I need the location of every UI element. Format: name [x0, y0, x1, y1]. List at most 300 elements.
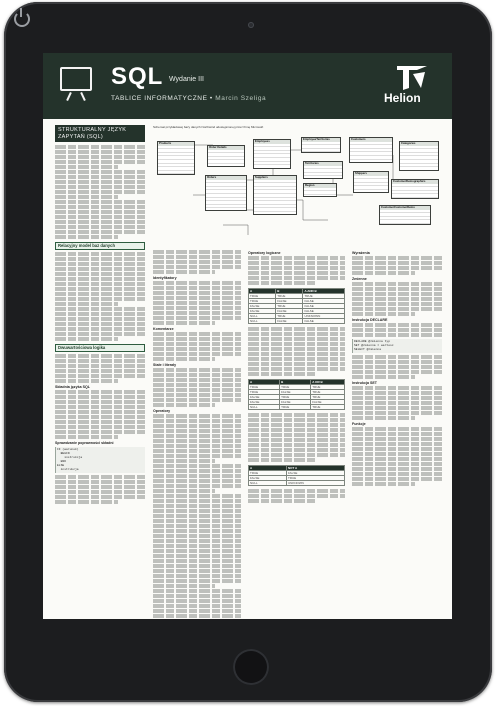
- text-line: [55, 190, 145, 194]
- text-line: [352, 287, 442, 291]
- text-line: [153, 449, 241, 453]
- db-table-field: [254, 208, 296, 212]
- db-table-name: Categories: [400, 142, 438, 146]
- text-line: [248, 342, 345, 346]
- text-line: [153, 424, 241, 428]
- text-line: [153, 454, 241, 458]
- text-line: [55, 225, 145, 229]
- text-line: [248, 433, 345, 437]
- text-line: [55, 500, 118, 504]
- text-line: [55, 160, 145, 164]
- text-line: [153, 321, 215, 325]
- text-line: [153, 260, 241, 264]
- poster-content: [43, 119, 452, 619]
- table-cell: NULL: [249, 481, 287, 486]
- text-line: [55, 302, 118, 306]
- text-line: [352, 427, 442, 431]
- text-line: [153, 529, 241, 533]
- text-line: [153, 398, 241, 402]
- series-name: TABLICE INFORMATYCZNE: [111, 95, 208, 102]
- text-line: [248, 337, 345, 341]
- text-line: [352, 307, 442, 311]
- text-line: [55, 490, 145, 494]
- table-cell: FALSE: [249, 400, 280, 405]
- db-table-field: [208, 160, 244, 164]
- text-line: [248, 372, 316, 376]
- db-table-name: Products: [158, 142, 194, 146]
- text-line: [153, 474, 241, 478]
- table-header-cell: NOT A: [286, 466, 344, 471]
- text-line: [55, 332, 145, 336]
- text-line: [55, 230, 145, 234]
- db-table: [303, 183, 337, 197]
- table-cell: TRUE: [276, 304, 303, 309]
- text-line: [55, 287, 145, 291]
- text-line: [55, 297, 145, 301]
- db-table-name: Shippers: [354, 172, 388, 176]
- text-line: [55, 369, 145, 373]
- text-line: [248, 261, 345, 265]
- subheading: Instrukcja SET: [352, 381, 377, 385]
- text-line: [153, 469, 241, 473]
- subheading: Funkcje: [352, 422, 366, 426]
- table-cell: NULL: [249, 405, 280, 410]
- db-table-field: [350, 156, 392, 160]
- text-line: [248, 362, 345, 366]
- text-line: [248, 489, 345, 493]
- db-table-field: [304, 173, 342, 177]
- table-cell: UNKNOWN: [286, 481, 344, 486]
- text-line: [153, 378, 241, 382]
- text-line: [352, 437, 442, 441]
- subheading: Komentarze: [153, 327, 174, 331]
- db-table: [391, 179, 439, 199]
- subheading: Zmienne: [352, 277, 367, 281]
- table-header-cell: B: [280, 380, 311, 385]
- text-line: [153, 403, 215, 407]
- text-line: [352, 282, 442, 286]
- text-line: [55, 170, 145, 174]
- text-line: [153, 479, 241, 483]
- text-line: [352, 292, 442, 296]
- text-line: [153, 332, 241, 336]
- table-cell: TRUE: [280, 385, 311, 390]
- text-line: [153, 499, 241, 503]
- db-table-name: CustomerCustomerDemo: [380, 206, 430, 210]
- text-line: [55, 435, 118, 439]
- edition-label: Wydanie III: [169, 76, 204, 83]
- db-table-field: [302, 149, 340, 153]
- text-line: [55, 495, 145, 499]
- text-line: [55, 155, 145, 159]
- text-line: [55, 257, 145, 261]
- text-line: [153, 544, 241, 548]
- text-line: [248, 458, 316, 462]
- db-table: [207, 145, 245, 167]
- table-cell: FALSE: [280, 390, 311, 395]
- column-1: [55, 125, 145, 505]
- db-table-field: [206, 205, 246, 209]
- table-cell: TRUE: [280, 395, 311, 400]
- text-line: [153, 564, 241, 568]
- text-line: [248, 281, 316, 285]
- table-cell: FALSE: [280, 400, 311, 405]
- chapter-title: STRUKTURALNY JĘZYK ZAPYTAŃ (SQL): [55, 125, 145, 142]
- table-cell: FALSE: [303, 304, 345, 309]
- text-line: [352, 447, 442, 451]
- text-line: [352, 386, 442, 390]
- table-cell: FALSE: [311, 400, 345, 405]
- text-line: [248, 352, 345, 356]
- subheading: Składnia języka SQL: [55, 385, 90, 389]
- table-cell: FALSE: [249, 309, 276, 314]
- text-line: [153, 574, 241, 578]
- text-line: [55, 180, 145, 184]
- text-line: [55, 390, 145, 394]
- text-line: [55, 175, 145, 179]
- text-line: [352, 355, 442, 359]
- text-line: [153, 255, 241, 259]
- text-line: [153, 549, 241, 553]
- text-line: [248, 448, 345, 452]
- table-cell: FALSE: [276, 299, 303, 304]
- table-cell: FALSE: [303, 299, 345, 304]
- text-line: [153, 559, 241, 563]
- text-line: [352, 370, 442, 374]
- text-line: [153, 444, 241, 448]
- table-cell: UNKNOWN: [303, 314, 345, 319]
- truth-table-not: [248, 465, 345, 486]
- table-header-cell: A: [249, 380, 280, 385]
- text-line: [248, 271, 345, 275]
- table-cell: FALSE: [276, 309, 303, 314]
- text-line: [248, 499, 316, 503]
- db-table-field: [380, 220, 430, 224]
- text-line: [153, 464, 241, 468]
- text-line: [153, 393, 241, 397]
- board-leg-left: [66, 92, 72, 101]
- table-cell: NULL: [249, 314, 276, 319]
- db-table: [205, 175, 247, 211]
- db-table-name: Order Details: [208, 146, 244, 150]
- text-line: [153, 342, 241, 346]
- table-header-cell: A: [249, 466, 287, 471]
- text-line: [55, 277, 145, 281]
- separator-dot: •: [209, 95, 213, 102]
- text-line: [55, 327, 145, 331]
- text-line: [352, 360, 442, 364]
- table-cell: FALSE: [249, 395, 280, 400]
- text-line: [352, 416, 415, 420]
- table-cell: TRUE: [286, 476, 344, 481]
- text-line: [153, 489, 215, 493]
- text-line: [153, 337, 241, 341]
- db-table-name: EmployeeTerritories: [302, 138, 340, 142]
- text-line: [248, 357, 345, 361]
- db-table-field: [304, 191, 336, 195]
- text-line: [248, 494, 345, 498]
- text-line: [153, 357, 215, 361]
- text-line: [352, 401, 442, 405]
- text-line: [55, 307, 145, 311]
- table-header-cell: B: [276, 289, 303, 294]
- text-line: [352, 457, 442, 461]
- table-cell: TRUE: [303, 294, 345, 299]
- helion-logo-icon: [395, 64, 429, 92]
- text-line: [352, 323, 442, 327]
- home-button[interactable]: [233, 649, 269, 685]
- text-line: [352, 365, 442, 369]
- column-3: [248, 249, 345, 504]
- author-name: Marcin Szeliga: [215, 95, 267, 102]
- text-line: [153, 306, 241, 310]
- text-line: [153, 534, 241, 538]
- diagram-caption: Schemat przykładowej bazy danych Northwind udostępnionej przez firmę Microsoft: [153, 125, 264, 129]
- text-line: [153, 270, 215, 274]
- text-line: [248, 367, 345, 371]
- text-line: [153, 291, 241, 295]
- text-line: [352, 406, 442, 410]
- text-line: [153, 388, 241, 392]
- text-line: [352, 271, 415, 275]
- db-table-field: [254, 162, 290, 166]
- text-line: [153, 514, 241, 518]
- text-line: [55, 262, 145, 266]
- table-cell: TRUE: [311, 405, 345, 410]
- cover-header: [43, 53, 452, 119]
- table-cell: TRUE: [276, 314, 303, 319]
- text-line: [55, 252, 145, 256]
- text-line: [153, 599, 241, 603]
- table-header-cell: A OR B: [311, 380, 345, 385]
- db-table-name: CustomerDemographics: [392, 180, 438, 184]
- db-table-field: [400, 164, 438, 168]
- text-line: [153, 296, 241, 300]
- text-line: [55, 145, 145, 149]
- db-table: [253, 175, 297, 215]
- power-icon-ring: [14, 11, 30, 27]
- subheading: Identyfikatory: [153, 276, 177, 280]
- subheading: Operatory logiczne: [248, 251, 281, 255]
- text-line: [55, 337, 118, 341]
- text-line: [153, 504, 241, 508]
- publisher-logo: Helion: [384, 91, 421, 105]
- section-heading: Relacyjny model baz danych: [55, 242, 145, 250]
- text-line: [55, 185, 145, 189]
- text-line: [153, 347, 241, 351]
- screen: [43, 53, 452, 619]
- table-cell: FALSE: [286, 471, 344, 476]
- text-line: [153, 383, 241, 387]
- text-line: [352, 462, 442, 466]
- text-line: [248, 413, 345, 417]
- text-line: [248, 443, 345, 447]
- text-line: [248, 423, 345, 427]
- text-line: [55, 359, 145, 363]
- database-diagram: [153, 125, 443, 245]
- text-line: [153, 419, 241, 423]
- text-line: [55, 215, 145, 219]
- section-heading: Dwuwartościowa logika: [55, 344, 145, 352]
- text-line: [55, 165, 118, 169]
- db-table: [399, 141, 439, 171]
- db-table-field: [158, 171, 194, 175]
- text-line: [248, 418, 345, 422]
- subheading: Wyrażenia: [352, 251, 370, 255]
- text-line: [55, 374, 145, 378]
- text-line: [153, 579, 241, 583]
- db-table: [303, 161, 343, 179]
- text-line: [55, 150, 145, 154]
- text-line: [153, 368, 241, 372]
- table-cell: TRUE: [249, 471, 287, 476]
- table-cell: TRUE: [249, 385, 280, 390]
- text-line: [55, 480, 145, 484]
- text-line: [352, 266, 442, 270]
- text-line: [55, 485, 145, 489]
- table-cell: TRUE: [311, 395, 345, 400]
- db-table: [157, 141, 195, 175]
- text-line: [352, 467, 442, 471]
- table-cell: FALSE: [303, 319, 345, 324]
- text-line: [352, 442, 442, 446]
- text-line: [153, 554, 241, 558]
- board-leg-right: [80, 92, 86, 101]
- code-block: DECLARE @zmienna typ SET @zmienna = wartosc SELECT @zmienna: [352, 339, 442, 353]
- text-line: [153, 316, 241, 320]
- text-line: [248, 266, 345, 270]
- text-line: [352, 328, 442, 332]
- text-line: [352, 302, 442, 306]
- text-line: [55, 282, 145, 286]
- text-line: [55, 210, 145, 214]
- truth-table-and: [248, 288, 345, 324]
- text-line: [55, 395, 145, 399]
- text-line: [55, 267, 145, 271]
- text-line: [153, 250, 241, 254]
- db-table: [379, 205, 431, 225]
- text-line: [248, 453, 345, 457]
- text-line: [55, 312, 145, 316]
- text-line: [55, 475, 145, 479]
- text-line: [55, 354, 145, 358]
- text-line: [55, 220, 145, 224]
- text-line: [248, 347, 345, 351]
- db-table-name: Orders: [206, 176, 246, 180]
- camera-icon: [248, 22, 254, 28]
- text-line: [248, 428, 345, 432]
- text-line: [55, 425, 145, 429]
- text-line: [153, 429, 241, 433]
- subtitle: [111, 95, 266, 102]
- text-line: [153, 609, 241, 613]
- presentation-board-icon: [60, 67, 92, 91]
- text-line: [153, 265, 241, 269]
- text-line: [352, 482, 415, 486]
- text-line: [55, 235, 118, 239]
- text-line: [153, 434, 241, 438]
- text-line: [55, 292, 145, 296]
- table-cell: TRUE: [249, 390, 280, 395]
- table-cell: TRUE: [249, 294, 276, 299]
- text-line: [55, 205, 145, 209]
- table-cell: FALSE: [249, 304, 276, 309]
- text-line: [55, 430, 145, 434]
- subheading: Sprawdzanie poprawności składni: [55, 441, 114, 445]
- text-line: [153, 459, 215, 463]
- table-cell: FALSE: [249, 476, 287, 481]
- text-line: [352, 391, 442, 395]
- table-cell: TRUE: [276, 294, 303, 299]
- text-line: [55, 272, 145, 276]
- text-line: [55, 420, 145, 424]
- table-cell: TRUE: [249, 299, 276, 304]
- table-cell: TRUE: [280, 405, 311, 410]
- text-line: [248, 276, 345, 280]
- text-line: [352, 472, 442, 476]
- table-row: [249, 481, 345, 486]
- text-line: [55, 415, 145, 419]
- subheading: Operatory: [153, 409, 171, 413]
- text-line: [153, 539, 241, 543]
- text-line: [153, 604, 241, 608]
- text-line: [153, 614, 241, 618]
- text-line: [153, 494, 241, 498]
- text-line: [352, 452, 442, 456]
- table-cell: NULL: [249, 319, 276, 324]
- table-cell: TRUE: [311, 390, 345, 395]
- text-line: [153, 524, 241, 528]
- code-block: IF (warunek) BEGIN instrukcja END ELSE instrukcja: [55, 447, 145, 473]
- page-title: SQL: [111, 63, 164, 90]
- text-line: [352, 261, 442, 265]
- table-cell: TRUE: [311, 385, 345, 390]
- text-line: [248, 256, 345, 260]
- text-line: [153, 281, 241, 285]
- db-table-name: Customers: [350, 138, 392, 142]
- db-table: [301, 137, 341, 153]
- db-table: [253, 139, 291, 169]
- text-line: [153, 414, 241, 418]
- text-line: [352, 411, 442, 415]
- text-line: [55, 322, 145, 326]
- text-line: [55, 200, 145, 204]
- column-2: [153, 249, 241, 619]
- text-line: [153, 439, 241, 443]
- text-line: [55, 195, 118, 199]
- text-line: [153, 519, 241, 523]
- text-line: [248, 438, 345, 442]
- db-table: [349, 137, 393, 163]
- text-line: [153, 373, 241, 377]
- table-cell: FALSE: [303, 309, 345, 314]
- text-line: [352, 396, 442, 400]
- text-line: [55, 410, 145, 414]
- text-line: [248, 332, 345, 336]
- db-table-field: [392, 194, 438, 198]
- text-line: [153, 484, 241, 488]
- table-row: [249, 319, 345, 324]
- table-header-cell: A AND B: [303, 289, 345, 294]
- text-line: [352, 297, 442, 301]
- db-table: [353, 171, 389, 193]
- text-line: [153, 352, 241, 356]
- text-line: [153, 311, 241, 315]
- text-line: [352, 333, 442, 337]
- text-line: [153, 509, 241, 513]
- text-line: [352, 256, 442, 260]
- text-line: [153, 594, 241, 598]
